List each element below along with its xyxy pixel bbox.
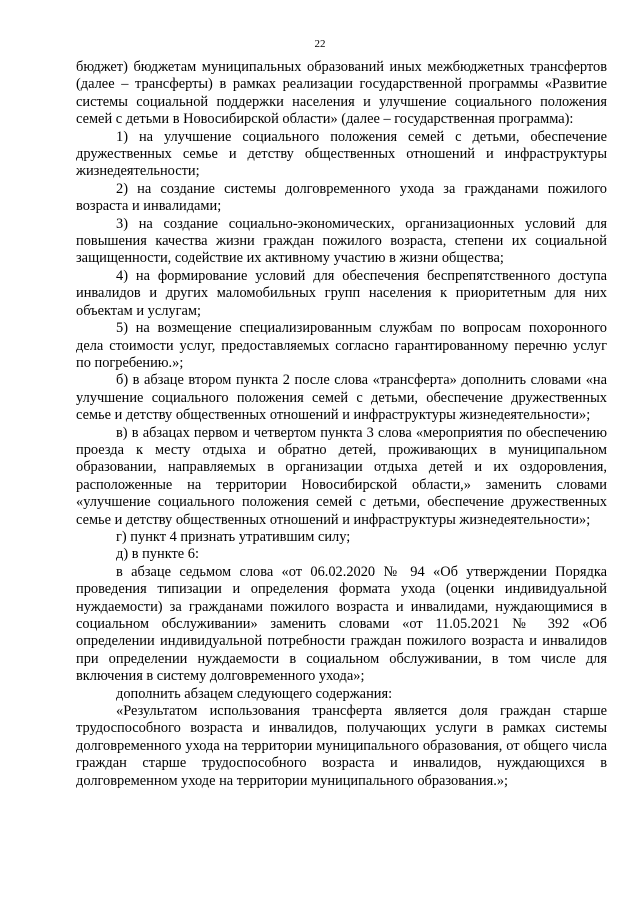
paragraph-b: б) в абзаце втором пункта 2 после слова «трансферта» дополнить словами «на улучшение социального положения семей с детьми, обеспечение дружественных семье и детству общественных отношений и инфраструктуры жизнедеятельности»; <box>76 372 607 424</box>
paragraph-item-4: 4) на формирование условий для обеспечения беспрепятственного доступа инвалидов и других маломобильных групп населения к приоритетным для них объектам и услугам; <box>76 267 607 319</box>
paragraph-g: г) пункт 4 признать утратившим силу; <box>116 528 351 545</box>
paragraph-d-add: дополнить абзацем следующего содержания: <box>116 685 393 702</box>
document-body <box>76 59 607 790</box>
paragraph-intro: бюджет) бюджетам муниципальных образований иных межбюджетных трансфертов (далее – трансферты) в рамках реализации государственной программы «Развитие системы социальной поддержки населения и улучшение социального положения семей с детьми в Новосибирской области» (далее – государственная программа): <box>76 59 607 128</box>
paragraph-item-3: 3) на создание социально-экономических, организационных условий для повышения качества жизни граждан пожилого возраста, степени их социальной защищенности, содействие их активному участию в жизни общества; <box>76 215 607 267</box>
paragraph-item-5: 5) на возмещение специализированным службам по вопросам похоронного дела стоимости услуг, предоставляемых согласно гарантированному перечню услуг по погребению.»; <box>76 320 607 371</box>
paragraph-d: д) в пункте 6: <box>116 546 199 563</box>
paragraph-v: в) в абзацах первом и четвертом пункта 3 слова «мероприятия по обеспечению проезда к месту отдыха и обратно детей, проживающих в муниципальном образовании, направляемых в организации отдыха детей и их оздоровления, расположенные на территории Новосибирской области,» заменить словами «улучшение социального положения семей с детьми, обеспечение дружественных семье и детству общественных отношений и инфраструктуры жизнедеятельности»; <box>76 424 607 528</box>
paragraph-d-abzats-7: в абзаце седьмом слова «от 06.02.2020 № 94 «Об утверждении Порядка проведения типизации и определения формата ухода (оценки индивидуальной нуждаемости) за гражданами пожилого возраста и инвалидами, нуждающимися в социальном обслуживании» заменить словами «от 11.05.2021 № 392 «Об определении индивидуальной потребности граждан пожилого возраста и инвалидов при определении нуждаемости в социальном обслуживании, в том числе для включения в систему долговременного ухода»; <box>76 563 607 685</box>
paragraph-d-quote: «Результатом использования трансферта является доля граждан старше трудоспособного возраста и инвалидов, получающих услуги в рамках системы долговременного ухода на территории муниципального образования, от общего числа граждан старше трудоспособного возраста и инвалидов, нуждающихся в долговременном уходе на территории муниципального образования.»; <box>76 703 607 789</box>
page-number: 22 <box>314 38 326 50</box>
paragraph-item-1: 1) на улучшение социального положения семей с детьми, обеспечение дружественных семье и детству общественных отношений и инфраструктуры жизнедеятельности; <box>76 128 607 180</box>
paragraph-item-2: 2) на создание системы долговременного ухода за гражданами пожилого возраста и инвалидами; <box>76 180 607 215</box>
